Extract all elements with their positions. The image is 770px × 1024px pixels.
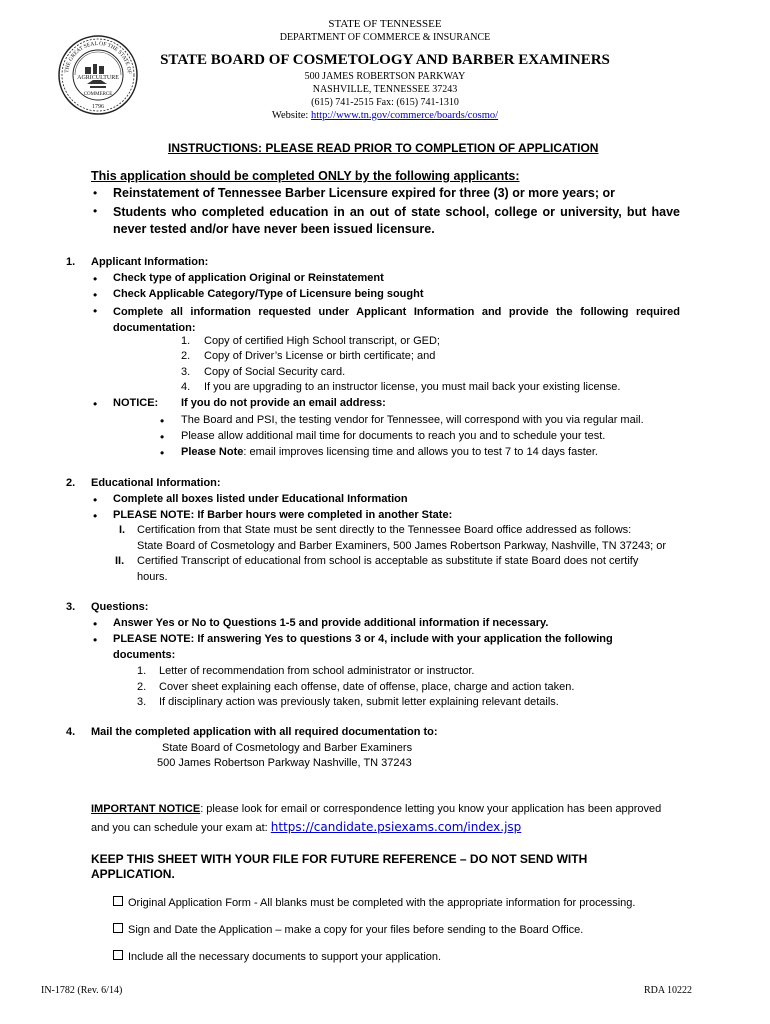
section1-bullet-2: Check Applicable Category/Type of Licensure being sought	[113, 288, 424, 300]
important-notice-line2	[91, 820, 521, 834]
intro-heading: This application should be completed ONLY by the following applicants:	[91, 169, 520, 183]
header-state: STATE OF TENNESSEE	[328, 18, 442, 30]
section3-title: Questions:	[91, 601, 149, 613]
bullet-icon: •	[93, 493, 98, 507]
roman-text-1-cont: State Board of Cosmetology and Barber Examiners, 500 James Robertson Parkway, Nashville, TN 37243; or	[137, 540, 667, 552]
roman-num-1: I.	[119, 524, 126, 536]
seal-commerce-text: COMMERCE	[83, 92, 113, 97]
please-note-text: : email improves licensing time and allows you to test 7 to 14 days faster.	[243, 446, 598, 458]
section4-number: 4.	[66, 726, 76, 738]
header-department: DEPARTMENT OF COMMERCE & INSURANCE	[279, 32, 491, 43]
bullet-icon: •	[93, 397, 98, 411]
section4-title: Mail the completed application with all required documentation to:	[91, 726, 438, 738]
section1-doc-4: If you are upgrading to an instructor license, you must mail back your existing license.	[204, 381, 621, 393]
website-link[interactable]: http://www.tn.gov/commerce/boards/cosmo/	[310, 110, 499, 121]
bullet-icon: •	[160, 430, 165, 444]
checkbox-icon[interactable]	[113, 896, 123, 906]
keep-sheet-line2: APPLICATION.	[91, 867, 175, 881]
checkbox-icon[interactable]	[113, 950, 123, 960]
intro-bullet-1: Reinstatement of Tennessee Barber Licensure expired for three (3) or more years; or	[113, 186, 616, 200]
checkbox-icon[interactable]	[113, 923, 123, 933]
section2-bullet-2: PLEASE NOTE: If Barber hours were completed in another State:	[113, 509, 453, 521]
checklist-item	[113, 923, 583, 936]
website-label: Website:	[271, 110, 309, 121]
section3-doc-1: Letter of recommendation from school administrator or instructor.	[159, 665, 475, 677]
section1-doc-1: Copy of certified High School transcript, or GED;	[204, 335, 440, 347]
section2-title: Educational Information:	[91, 477, 221, 489]
mail-address-1: State Board of Cosmetology and Barber Examiners	[162, 742, 413, 754]
doc-num-4: 4.	[181, 381, 191, 393]
section2-number: 2.	[66, 477, 76, 489]
mail-address-2: 500 James Robertson Parkway Nashville, TN 37243	[157, 757, 412, 769]
section2-bullet-1: Complete all boxes listed under Educational Information	[113, 493, 408, 505]
psi-exam-link[interactable]: https://candidate.psiexams.com/index.jsp	[270, 820, 522, 834]
important-notice-line1	[91, 803, 661, 815]
bullet-icon: •	[93, 633, 98, 647]
bullet-icon: •	[93, 272, 98, 286]
roman-text-1: Certification from that State must be sent directly to the Tennessee Board office addressed as follows:	[137, 524, 632, 536]
rda-number: RDA 10222	[644, 985, 693, 996]
intro-bullet-2: Students who completed education in an out of state school, college or university, but have never tested and/or have never been issued licensure.	[113, 205, 680, 236]
header-website-line	[0, 110, 770, 121]
important-notice-label: IMPORTANT NOTICE	[91, 803, 201, 815]
notice-label: NOTICE:	[113, 397, 159, 409]
roman-text-2: Certified Transcript of educational from school is acceptable as substitute if state Board does not certify	[137, 555, 639, 567]
bullet-icon: •	[93, 186, 98, 200]
section3-number: 3.	[66, 601, 76, 613]
header-address2: NASHVILLE, TENNESSEE 37243	[312, 84, 458, 95]
notice-item-2: Please allow additional mail time for documents to reach you and to schedule your test.	[181, 430, 606, 442]
notice-item-1: The Board and PSI, the testing vendor for Tennessee, will correspond with you via regular mail.	[181, 414, 644, 426]
seal-agriculture-text: AGRICULTURE	[77, 75, 119, 81]
doc-num-2: 2.	[181, 350, 191, 362]
bullet-icon: •	[160, 446, 165, 460]
section3-bullet-1: Answer Yes or No to Questions 1-5 and provide additional information if necessary.	[113, 617, 549, 629]
header-board-title: STATE BOARD OF COSMETOLOGY AND BARBER EXAMINERS	[160, 52, 610, 68]
please-note-label: Please Note	[181, 446, 244, 458]
checklist-text-1: Original Application Form - All blanks must be completed with the appropriate information for processing.	[128, 897, 636, 909]
q-doc-num-3: 3.	[137, 696, 147, 708]
roman-num-2: II.	[115, 555, 125, 567]
q-doc-num-2: 2.	[137, 681, 147, 693]
doc-num-3: 3.	[181, 366, 191, 378]
section1-title: Applicant Information:	[91, 256, 209, 268]
please-note-line	[181, 446, 598, 458]
roman-text-2-cont: hours.	[137, 571, 168, 583]
section1-bullet-3: Complete all information requested under Applicant Information and provide the following required documentation:	[113, 306, 680, 334]
section3-doc-2: Cover sheet explaining each offense, date of offense, place, charge and action taken.	[159, 681, 575, 693]
bullet-icon: •	[93, 617, 98, 631]
bullet-icon: •	[93, 204, 98, 218]
section1-bullet-1: Check type of application Original or Reinstatement	[113, 272, 384, 284]
section3-bullet-2: PLEASE NOTE: If answering Yes to questions 3 or 4, include with your application the following	[113, 633, 613, 645]
section3-doc-3: If disciplinary action was previously taken, submit letter explaining relevant details.	[159, 696, 559, 708]
header-phone: (615) 741-2515 Fax: (615) 741-1310	[311, 97, 459, 108]
notice-text: If you do not provide an email address:	[181, 397, 386, 409]
bullet-icon: •	[160, 414, 165, 428]
section1-doc-2: Copy of Driver’s License or birth certificate; and	[204, 350, 436, 362]
keep-sheet-line1: KEEP THIS SHEET WITH YOUR FILE FOR FUTURE REFERENCE – DO NOT SEND WITH	[91, 852, 588, 866]
form-id: IN-1782 (Rev. 6/14)	[41, 985, 123, 996]
checklist-text-3: Include all the necessary documents to support your application.	[128, 951, 442, 963]
checklist-item	[113, 950, 441, 963]
important-notice-text: : please look for email or correspondence letting you know your application has been approved	[200, 803, 662, 815]
q-doc-num-1: 1.	[137, 665, 147, 677]
header-address1: 500 JAMES ROBERTSON PARKWAY	[304, 71, 466, 82]
instructions-title: INSTRUCTIONS: PLEASE READ PRIOR TO COMPLETION OF APPLICATION	[168, 141, 599, 155]
important-notice-text2: and you can schedule your exam at:	[91, 822, 271, 834]
bullet-icon: •	[93, 288, 98, 302]
checklist-text-2: Sign and Date the Application – make a copy for your files before sending to the Board Office.	[128, 924, 584, 936]
section3-bullet-2-cont: documents:	[113, 649, 176, 661]
bullet-icon: •	[93, 509, 98, 523]
section1-number: 1.	[66, 256, 76, 268]
checklist-item	[113, 896, 635, 909]
section1-doc-3: Copy of Social Security card.	[204, 366, 346, 378]
doc-num-1: 1.	[181, 335, 191, 347]
bullet-icon: •	[93, 304, 98, 318]
seal-year-text: 1796	[92, 104, 104, 110]
seal-ring-text: THE GREAT SEAL OF THE STATE OF	[64, 40, 133, 75]
